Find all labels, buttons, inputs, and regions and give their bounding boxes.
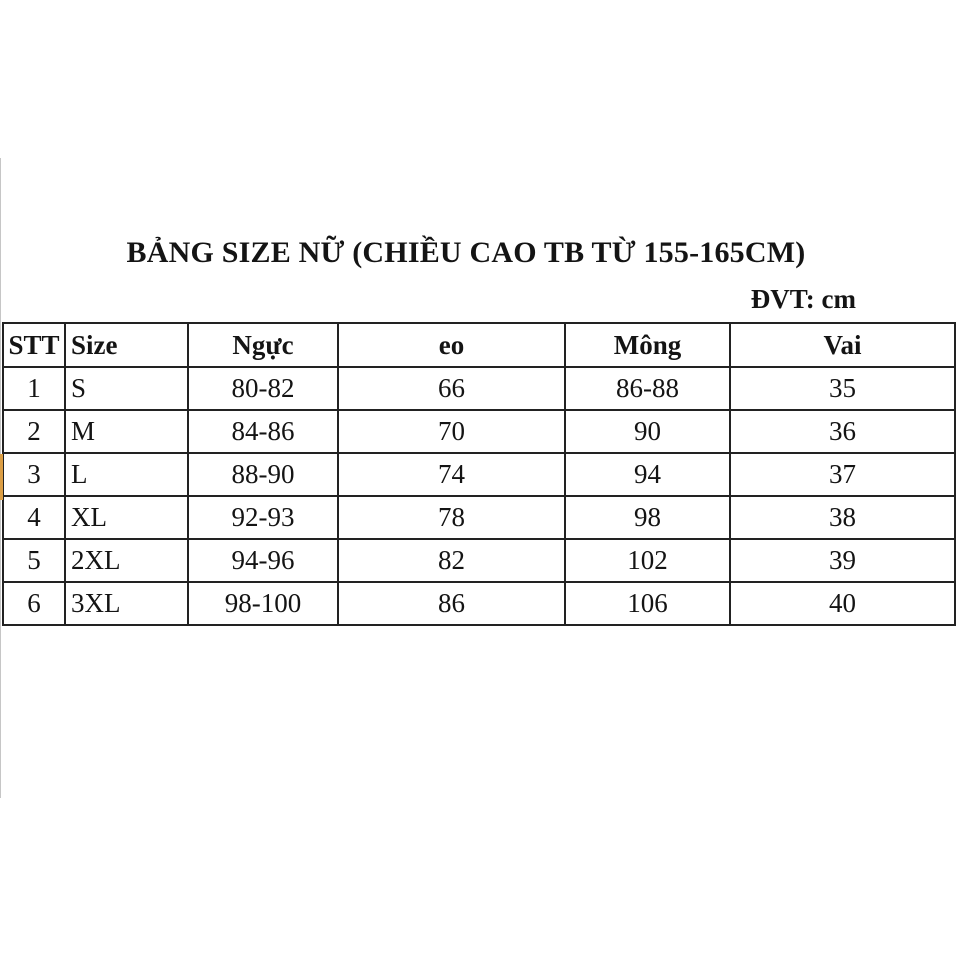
table-cell: XL (65, 496, 188, 539)
column-header-vai: Vai (730, 323, 955, 367)
table-cell: 1 (3, 367, 65, 410)
table-row (3, 539, 955, 582)
column-header-mong: Mông (565, 323, 730, 367)
table-cell: 82 (338, 539, 565, 582)
table-cell: 86-88 (565, 367, 730, 410)
table-cell: 102 (565, 539, 730, 582)
table-cell: 88-90 (188, 453, 338, 496)
column-header-nguc: Ngực (188, 323, 338, 367)
unit-label: ĐVT: cm (750, 284, 856, 314)
table-row (3, 367, 955, 410)
table-cell: 94-96 (188, 539, 338, 582)
page-title: BẢNG SIZE NỮ (CHIỀU CAO TB TỪ 155-165CM) (126, 236, 806, 269)
table-row (3, 410, 955, 453)
size-table (2, 322, 956, 626)
table-header-row (3, 323, 955, 367)
table-cell: 3XL (65, 582, 188, 625)
table-cell: 2 (3, 410, 65, 453)
table-row (3, 496, 955, 539)
table-cell: 80-82 (188, 367, 338, 410)
table-cell: 84-86 (188, 410, 338, 453)
table-cell: 90 (565, 410, 730, 453)
table-cell: 38 (730, 496, 955, 539)
table-cell: 37 (730, 453, 955, 496)
table-row (3, 582, 955, 625)
table-cell: 36 (730, 410, 955, 453)
table-cell: 5 (3, 539, 65, 582)
table-cell: 4 (3, 496, 65, 539)
table-cell: 35 (730, 367, 955, 410)
column-header-size: Size (65, 323, 188, 367)
table-body (3, 367, 955, 625)
column-header-stt: STT (3, 323, 65, 367)
table-cell: L (65, 453, 188, 496)
table-cell: 98-100 (188, 582, 338, 625)
table-cell: 92-93 (188, 496, 338, 539)
table-row (3, 453, 955, 496)
table-cell: 94 (565, 453, 730, 496)
table-cell: 78 (338, 496, 565, 539)
table-cell: 86 (338, 582, 565, 625)
table-cell: 2XL (65, 539, 188, 582)
table-cell: 106 (565, 582, 730, 625)
table-cell: S (65, 367, 188, 410)
table-cell: 66 (338, 367, 565, 410)
column-header-eo: eo (338, 323, 565, 367)
table-cell: 74 (338, 453, 565, 496)
table-cell: 3 (3, 453, 65, 496)
table-cell: M (65, 410, 188, 453)
table-cell: 70 (338, 410, 565, 453)
row3-edge-marker (0, 454, 3, 500)
table-cell: 40 (730, 582, 955, 625)
table-cell: 6 (3, 582, 65, 625)
table-cell: 39 (730, 539, 955, 582)
table-cell: 98 (565, 496, 730, 539)
